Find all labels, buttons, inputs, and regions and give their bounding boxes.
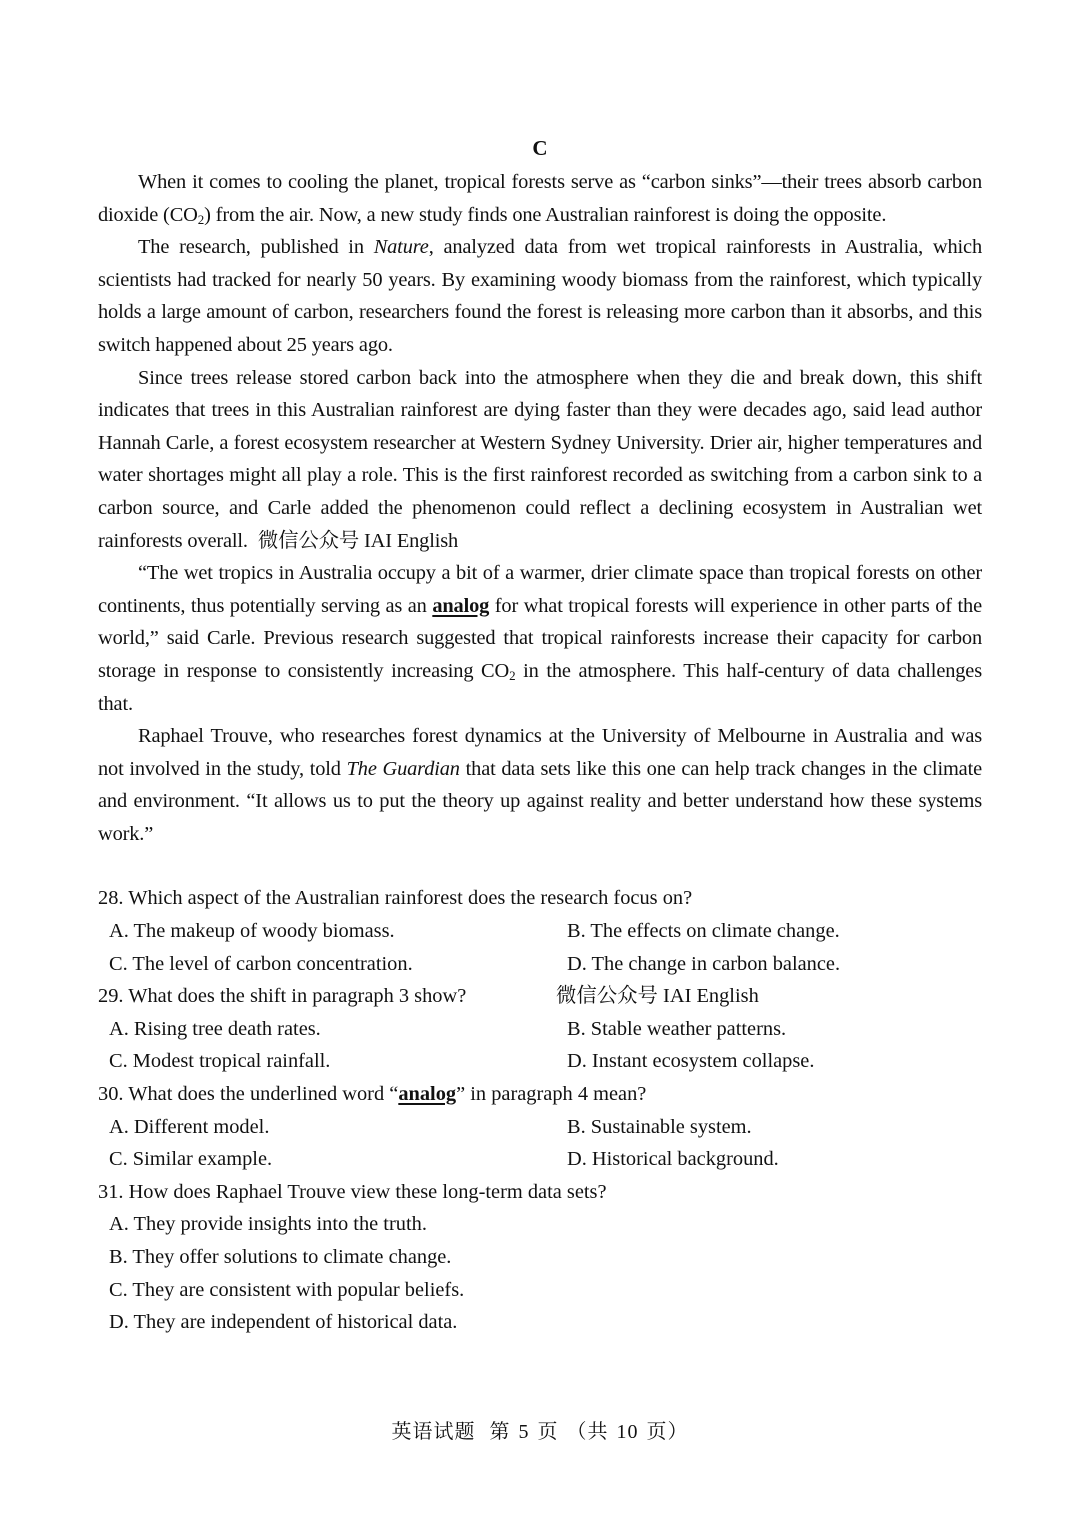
subscript: 2 [197, 211, 205, 227]
option-b[interactable]: B. The effects on climate change. [567, 920, 840, 943]
option-c[interactable]: C. The level of carbon concentration. [109, 952, 413, 975]
question-stem-text: 30. What does the underlined word “ [98, 1083, 399, 1106]
option-c[interactable]: C. Modest tropical rainfall. [109, 1050, 331, 1073]
option-a[interactable]: A. They provide insights into the truth. [109, 1213, 427, 1236]
paragraph-text: that data sets like this one can help track changes in the climate and environment. “It allows us to put the theory up against reality and better understand how these systems work.” [98, 757, 982, 845]
option-b[interactable]: B. Sustainable system. [567, 1115, 752, 1138]
section-title: C [532, 136, 548, 160]
paragraph-text: , analyzed data from wet tropical rainforests in Australia, which scientists had tracked for nearly 50 years. By examining woody biomass from the rainforest, which typically holds a large amount of carbon, researchers found the forest is releasing more carbon than it absorbs, and this switch happened about 25 years ago. [98, 236, 982, 356]
paragraph-2 [98, 231, 982, 361]
question-30 [98, 1078, 982, 1176]
paragraph-text: When it comes to cooling the planet, tropical forests serve as “carbon sinks”—their trees absorb carbon dioxide (CO [98, 171, 982, 226]
paragraph-text: Since trees release stored carbon back into the atmosphere when they die and break down, this shift indicates that trees in this Australian rainforest are dying faster than they were decades ago, said lead author Hannah Carle, a forest ecosystem researcher at Western Sydney University. Drier air, higher temperatures and water shortages might all play a role. This is the first rainforest recorded as switching from a carbon sink to a carbon source, and Carle added the phenomenon could reflect a declining ecosystem in Australian wet rainforests overall. [98, 366, 982, 552]
paragraph-text: for what tropical forests will experience in other parts of the world,” said Carle. Previous research suggested that tropical rainforests increase their capacity for carbon storage in response to consistently increasing CO [98, 594, 982, 682]
option-b[interactable]: B. They offer solutions to climate change. [109, 1246, 452, 1268]
paragraph-text: The research, published in [138, 236, 374, 259]
option-b[interactable]: B. Stable weather patterns. [567, 1017, 787, 1040]
option-d[interactable]: D. The change in carbon balance. [567, 952, 841, 975]
footer-subject: 英语试题 [391, 1421, 476, 1443]
exam-page [98, 132, 982, 1339]
underlined-keyword: analog [398, 1083, 457, 1106]
paragraph-text: in the atmosphere. This half-century of data challenges that. [98, 659, 982, 715]
question-stem: 31. How does Raphael Trouve view these long-term data sets? [98, 1180, 607, 1203]
page-footer [0, 1418, 1080, 1446]
option-a[interactable]: A. Rising tree death rates. [109, 1017, 321, 1040]
option-c[interactable]: C. Similar example. [109, 1148, 273, 1171]
option-d[interactable]: D. They are independent of historical data. [109, 1311, 458, 1334]
question-stem-text: 29. What does the shift in paragraph 3 show? [98, 985, 467, 1008]
paragraph-3 [98, 362, 982, 558]
newspaper-name: The Guardian [346, 757, 460, 780]
footer-page-prefix: 第 [489, 1421, 511, 1443]
footer-total-prefix: （共 [566, 1421, 609, 1443]
footer-page-number: 5 [518, 1421, 530, 1443]
paragraph-text: “The wet tropics in Australia occupy a bit of a warmer, drier climate space than tropical forests on other continents, thus potentially serving as an [98, 562, 982, 617]
paragraph-text: ) from the air. Now, a new study finds one Australian rainforest is doing the opposite. [204, 203, 887, 226]
option-a[interactable]: A. The makeup of woody biomass. [109, 920, 395, 943]
question-28 [98, 882, 982, 980]
footer-total-suffix: 页） [646, 1421, 689, 1443]
option-d[interactable]: D. Instant ecosystem collapse. [567, 1050, 815, 1073]
underlined-keyword: analog [432, 594, 490, 617]
watermark-text: 微信公众号 IAI English [257, 529, 459, 552]
question-31 [98, 1176, 982, 1339]
option-d[interactable]: D. Historical background. [567, 1148, 779, 1171]
question-stem-text: ” in paragraph 4 mean? [456, 1083, 647, 1106]
option-a[interactable]: A. Different model. [109, 1115, 270, 1138]
question-stem [98, 1078, 982, 1111]
paragraph-text: Raphael Trouve, who researches forest dynamics at the University of Melbourne in Australia and was not involved in the study, told [98, 725, 982, 780]
paragraph-4 [98, 557, 982, 720]
subscript: 2 [509, 667, 516, 683]
question-29 [98, 980, 982, 1078]
footer-page-suffix: 页 [537, 1421, 559, 1443]
question-stem [98, 980, 982, 1013]
journal-name: Nature [373, 236, 429, 259]
question-stem: 28. Which aspect of the Australian rainforest does the research focus on? [98, 887, 693, 910]
footer-total-pages: 10 [616, 1421, 639, 1443]
paragraph-5 [98, 720, 982, 850]
paragraph-1 [98, 166, 982, 231]
option-c[interactable]: C. They are consistent with popular beliefs. [109, 1278, 465, 1301]
question-list [98, 882, 982, 1338]
watermark-text: 微信公众号 IAI English [556, 985, 759, 1008]
